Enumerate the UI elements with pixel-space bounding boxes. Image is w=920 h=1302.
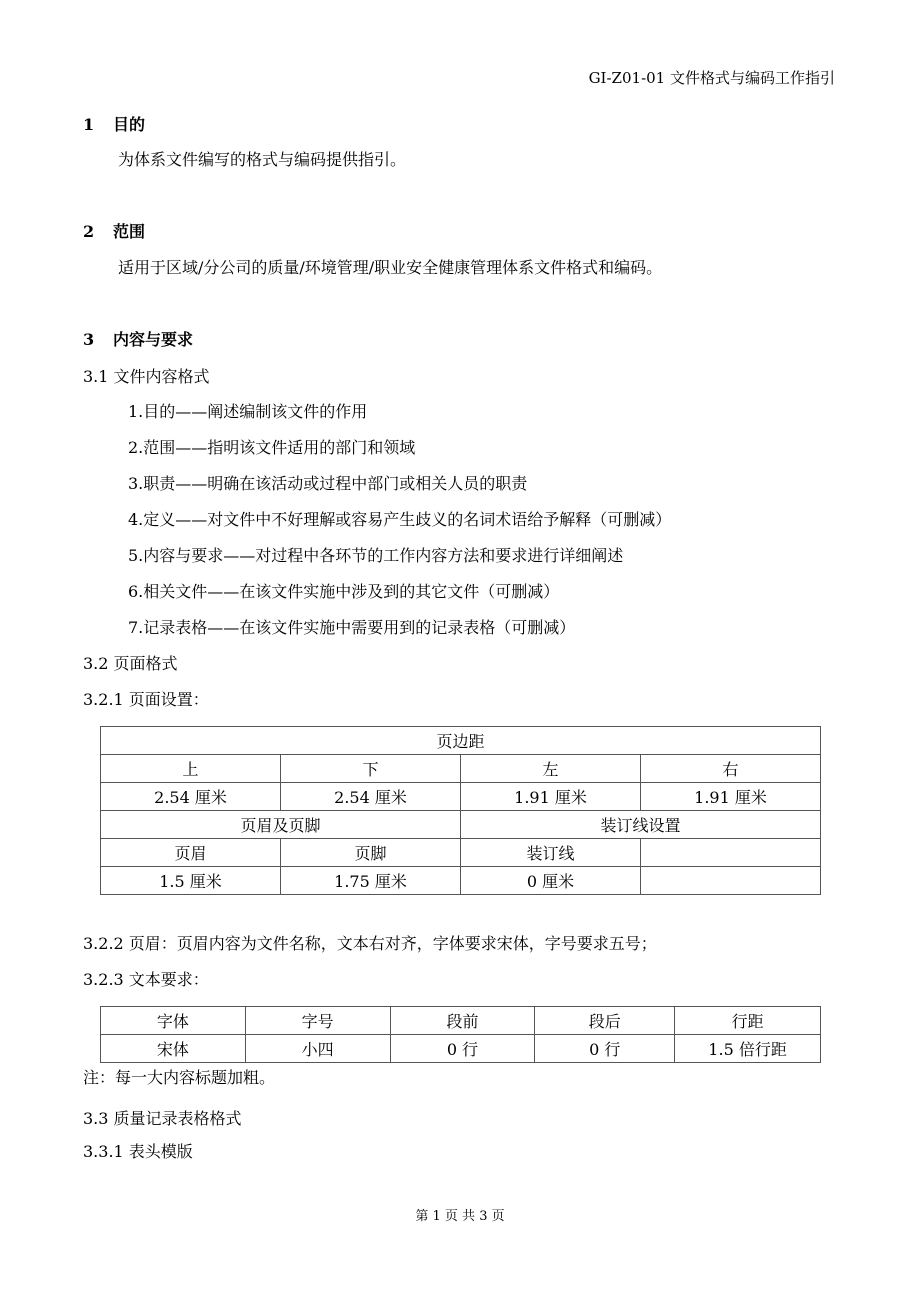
list-item: 1.目的——阐述编制该文件的作用	[128, 402, 368, 421]
table-cell: 小四	[245, 1035, 390, 1063]
table-cell: 页脚	[281, 839, 461, 867]
table-cell: 左	[461, 755, 641, 783]
table-cell: 装订线	[461, 839, 641, 867]
section-1-body: 为体系文件编写的格式与编码提供指引。	[118, 150, 407, 169]
section-2-number: 2	[83, 222, 95, 241]
page-footer: 第 1 页 共 3 页	[415, 1209, 505, 1224]
table-cell: 页眉及页脚	[101, 811, 461, 839]
table-cell: 1.91 厘米	[641, 783, 821, 811]
section-1-title: 目的	[113, 115, 146, 134]
table-cell: 行距	[675, 1007, 821, 1035]
list-item: 5.内容与要求——对过程中各环节的工作内容方法和要求进行详细阐述	[128, 546, 624, 565]
section-3-1-title: 3.1 文件内容格式	[83, 367, 210, 386]
section-3-2-1-title: 3.2.1 页面设置：	[83, 690, 209, 709]
section-3-2-2-text: 3.2.2 页眉：页眉内容为文件名称，文本右对齐，字体要求宋体，字号要求五号；	[83, 934, 657, 953]
table-cell: 装订线设置	[461, 811, 821, 839]
table-cell: 1.5 倍行距	[675, 1035, 821, 1063]
table-cell: 页边距	[101, 727, 821, 755]
list-item: 4.定义——对文件中不好理解或容易产生歧义的名词术语给予解释（可删减）	[128, 510, 672, 529]
table-cell: 2.54 厘米	[101, 783, 281, 811]
table-cell: 上	[101, 755, 281, 783]
table-cell: 下	[281, 755, 461, 783]
section-2-title: 范围	[113, 222, 146, 241]
section-3-3-1-title: 3.3.1 表头模版	[83, 1142, 193, 1161]
table-cell	[641, 839, 821, 867]
section-1-number: 1	[83, 115, 95, 134]
section-2-body: 适用于区域/分公司的质量/环境管理/职业安全健康管理体系文件格式和编码。	[118, 258, 663, 277]
section-3-number: 3	[83, 330, 95, 349]
section-3-3-title: 3.3 质量记录表格格式	[83, 1109, 242, 1128]
table-cell: 1.75 厘米	[281, 867, 461, 895]
section-3-2-title: 3.2 页面格式	[83, 654, 178, 673]
table-cell: 字体	[101, 1007, 246, 1035]
section-3-2-3-title: 3.2.3 文本要求：	[83, 970, 209, 989]
table-cell: 页眉	[101, 839, 281, 867]
table-cell: 2.54 厘米	[281, 783, 461, 811]
table-cell: 0 行	[535, 1035, 675, 1063]
table-cell: 右	[641, 755, 821, 783]
page-header: GI-Z01-01 文件格式与编码工作指引	[588, 69, 835, 87]
table-cell: 段后	[535, 1007, 675, 1035]
table-cell: 宋体	[101, 1035, 246, 1063]
list-item: 3.职责——明确在该活动或过程中部门或相关人员的职责	[128, 474, 528, 493]
table-cell: 字号	[245, 1007, 390, 1035]
list-item: 7.记录表格——在该文件实施中需要用到的记录表格（可删减）	[128, 618, 576, 637]
table-cell: 0 行	[390, 1035, 535, 1063]
list-item: 6.相关文件——在该文件实施中涉及到的其它文件（可删减）	[128, 582, 560, 601]
section-3-title: 内容与要求	[113, 330, 194, 349]
note-text: 注：每一大内容标题加粗。	[83, 1068, 276, 1087]
page-setup-table	[100, 726, 821, 895]
table-cell	[641, 867, 821, 895]
table-cell: 1.5 厘米	[101, 867, 281, 895]
text-requirements-table	[100, 1006, 821, 1063]
table-cell: 0 厘米	[461, 867, 641, 895]
table-cell: 1.91 厘米	[461, 783, 641, 811]
table-cell: 段前	[390, 1007, 535, 1035]
list-item: 2.范围——指明该文件适用的部门和领域	[128, 438, 416, 457]
